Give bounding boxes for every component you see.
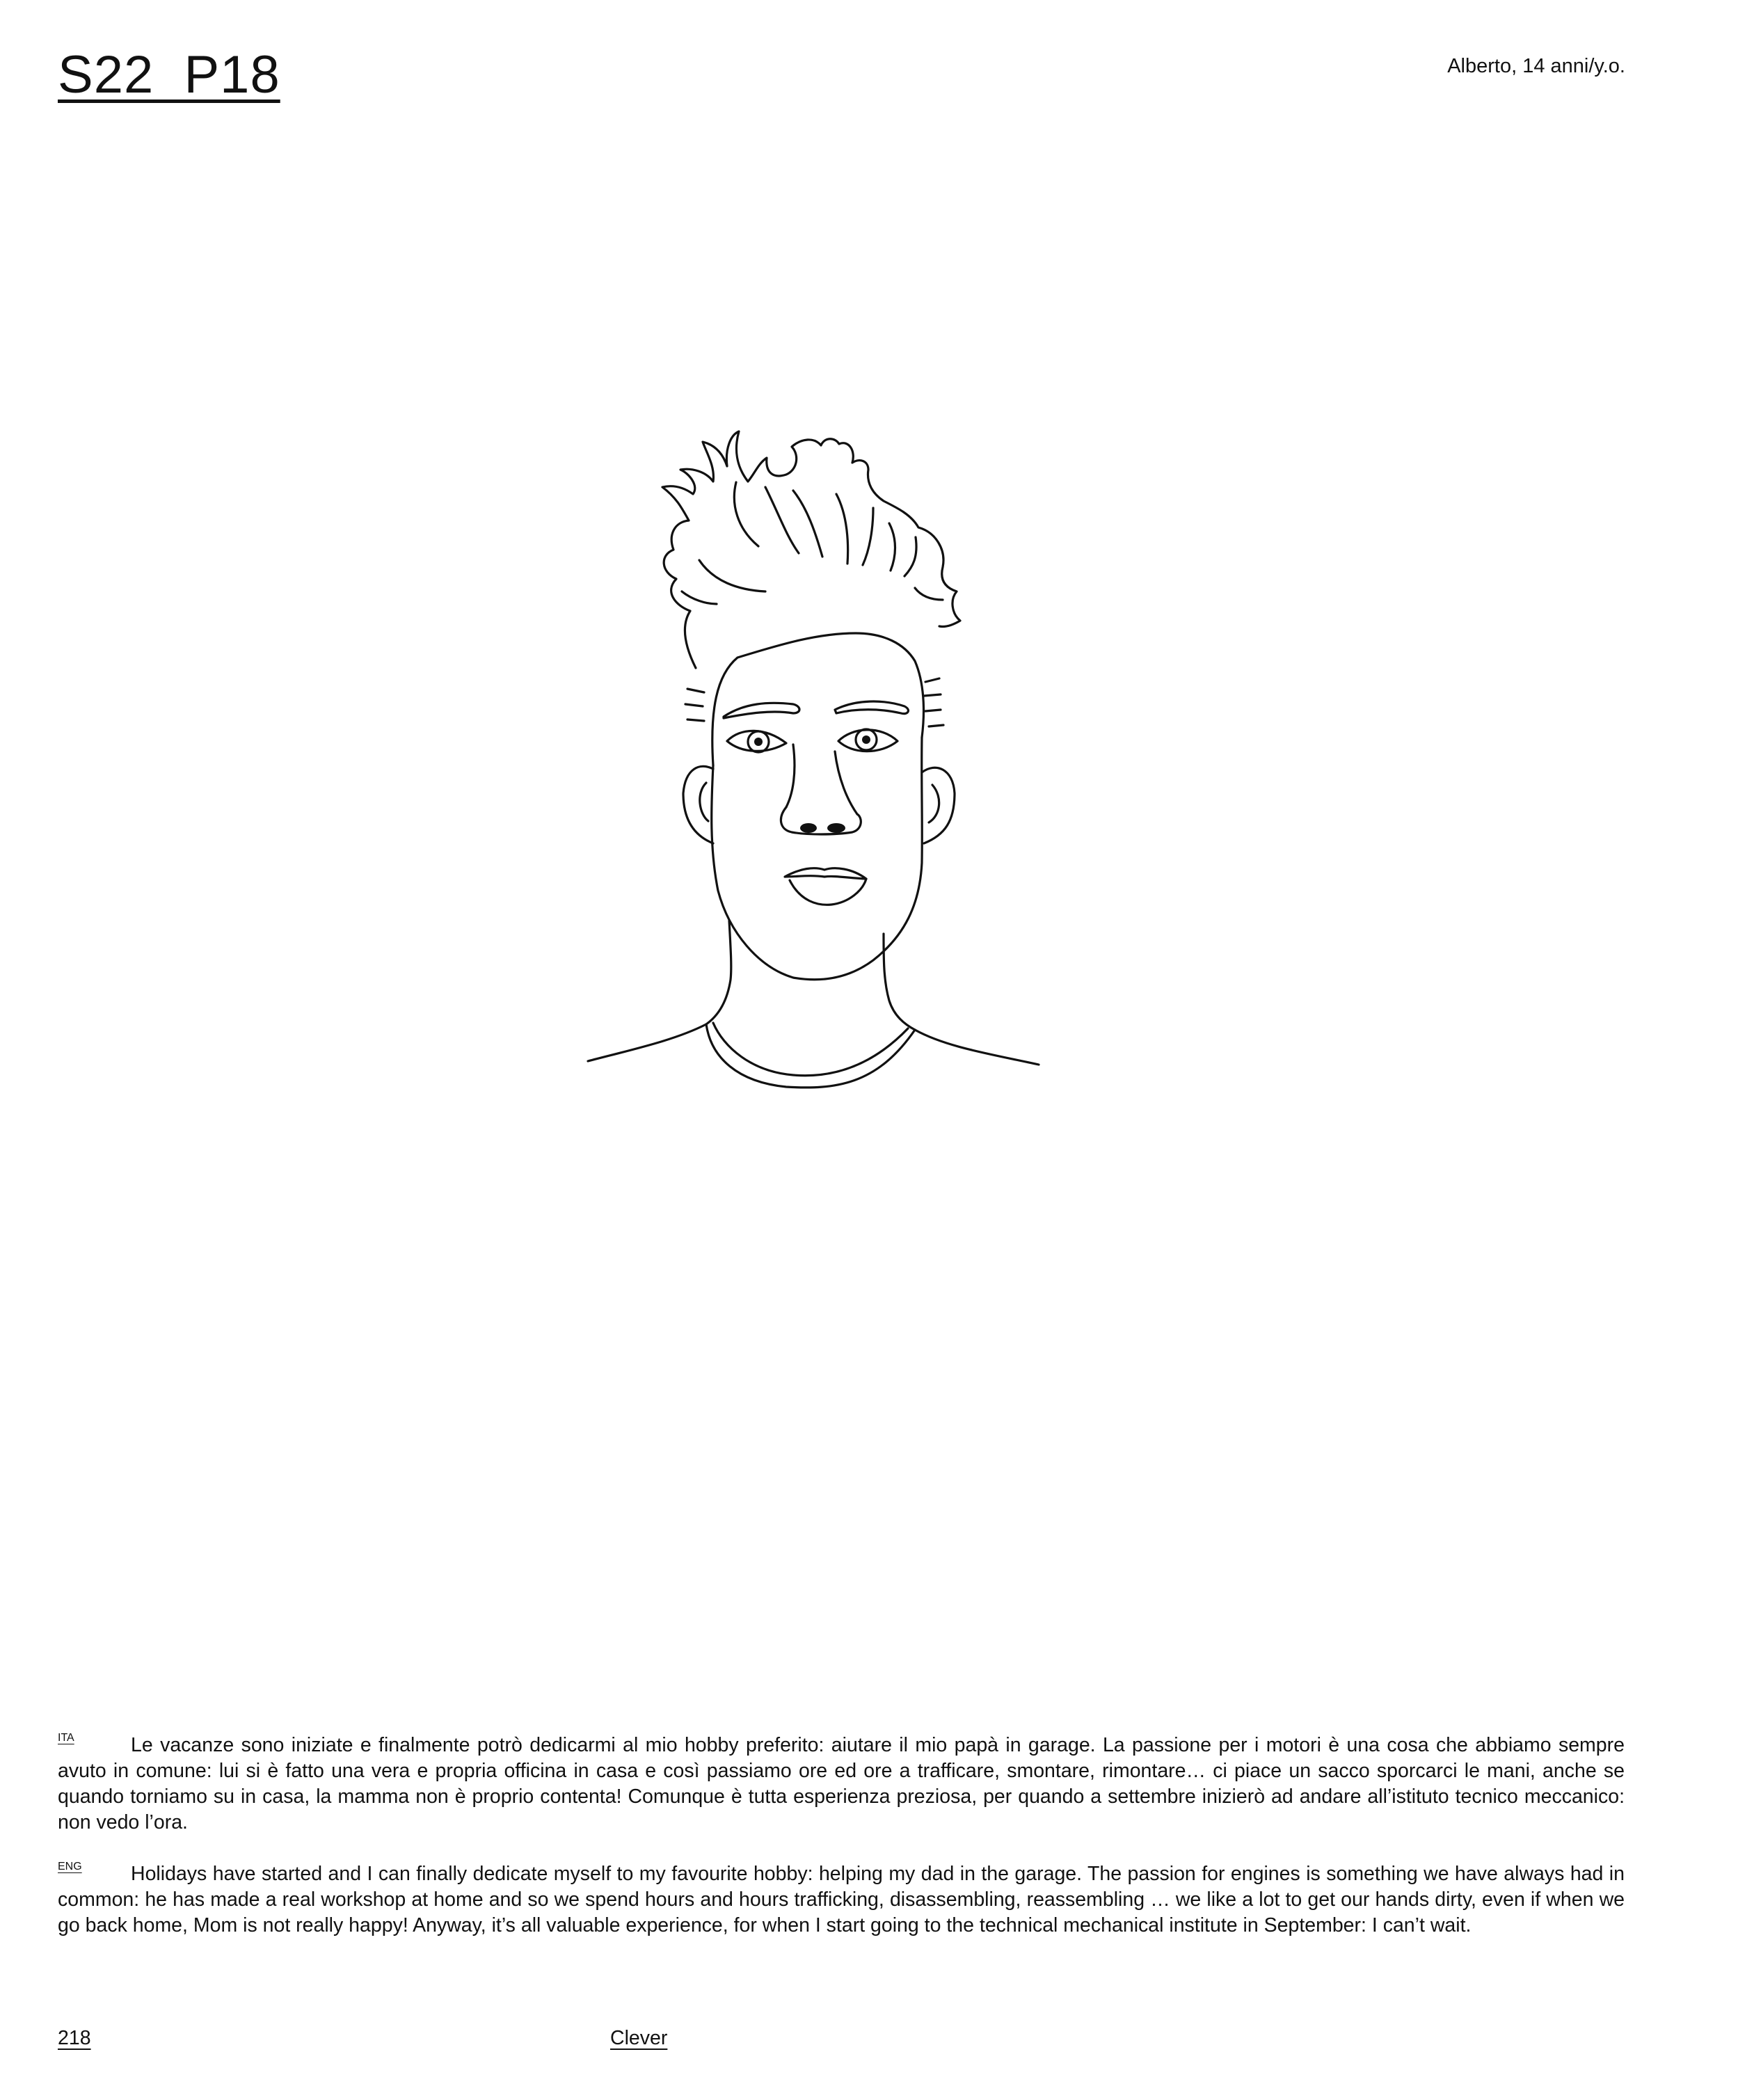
- hair-strand: [793, 491, 822, 557]
- lower-lip: [790, 879, 866, 905]
- page-number: 218: [58, 2027, 91, 2049]
- hair-tick: [925, 710, 941, 711]
- hair-strand: [889, 523, 895, 571]
- nose-bridge-left: [786, 745, 795, 807]
- english-paragraph: Holidays have started and I can finally dedicate myself to my favourite hobby: helping my dad in the garage. The passion for engines is something we have always had in common: he has made a real workshop at home and so we spend hours and hours trafficking, disassembling, reassembling … we like a lot to get our hands dirty, even if when we go back home, Mom is not really happy! Anyway, it’s all valuable experience, for when I start going to the technical mechanical institute in September: I can’t wait.: [58, 1863, 1625, 1936]
- left-eyebrow: [724, 703, 799, 718]
- face-outline: [712, 738, 923, 980]
- hair-strand: [915, 588, 943, 600]
- page-code-title: S22_P18: [58, 45, 280, 104]
- left-pupil: [754, 738, 763, 746]
- hair-tick: [925, 678, 939, 682]
- hair-strand: [765, 487, 799, 553]
- italian-text-block: [58, 1733, 1625, 1836]
- hair-strand: [734, 482, 758, 546]
- left-ear-inner: [700, 783, 708, 821]
- neck-left: [706, 921, 731, 1024]
- portrait-line-drawing-icon: [557, 417, 1183, 1252]
- right-nostril: [827, 823, 845, 833]
- nose-base: [781, 807, 861, 834]
- italian-language-tag: ITA: [58, 1732, 74, 1744]
- nose-bridge-right: [835, 751, 857, 814]
- right-pupil: [862, 735, 870, 744]
- left-nostril: [800, 823, 817, 833]
- hair-tick: [685, 704, 703, 706]
- upper-lip: [785, 868, 866, 879]
- hair-strand: [904, 537, 916, 576]
- hair-tick: [929, 725, 943, 726]
- hair-strand: [836, 494, 848, 564]
- hair-strand: [863, 508, 873, 565]
- right-ear-inner: [929, 785, 939, 822]
- hair-tick: [687, 689, 704, 692]
- section-name: Clever: [610, 2027, 668, 2049]
- hair-tick: [687, 719, 704, 721]
- collar-outer: [706, 1024, 915, 1088]
- italian-paragraph: Le vacanze sono iniziate e finalmente potrò dedicarmi al mio hobby preferito: aiutare il mio papà in garage. La passione per i motori è una cosa che abbiamo sempre avuto in comune: lui si è fatto una vera e propria officina in casa e così passiamo ore ed ore a trafficare, smontare, rimontare… ci piace un sacco sporcarci le mani, anche se quando torniamo su in casa, la mamma non è proprio contenta! Comunque è tutta esperienza preziosa, per quando a settembre inizierò ad andare all’istituto tecnico meccanico: non vedo l’ora.: [58, 1734, 1625, 1833]
- english-text-block: [58, 1861, 1625, 1939]
- left-shoulder: [588, 1024, 706, 1061]
- hair-tick: [924, 694, 941, 696]
- english-language-tag: ENG: [58, 1861, 82, 1872]
- right-eyebrow: [835, 701, 908, 714]
- left-ear: [683, 766, 713, 843]
- right-shoulder: [915, 1030, 1039, 1065]
- hair-strand: [699, 560, 765, 591]
- hair-strand: [682, 591, 717, 604]
- subject-caption: Alberto, 14 anni/y.o.: [1447, 55, 1625, 77]
